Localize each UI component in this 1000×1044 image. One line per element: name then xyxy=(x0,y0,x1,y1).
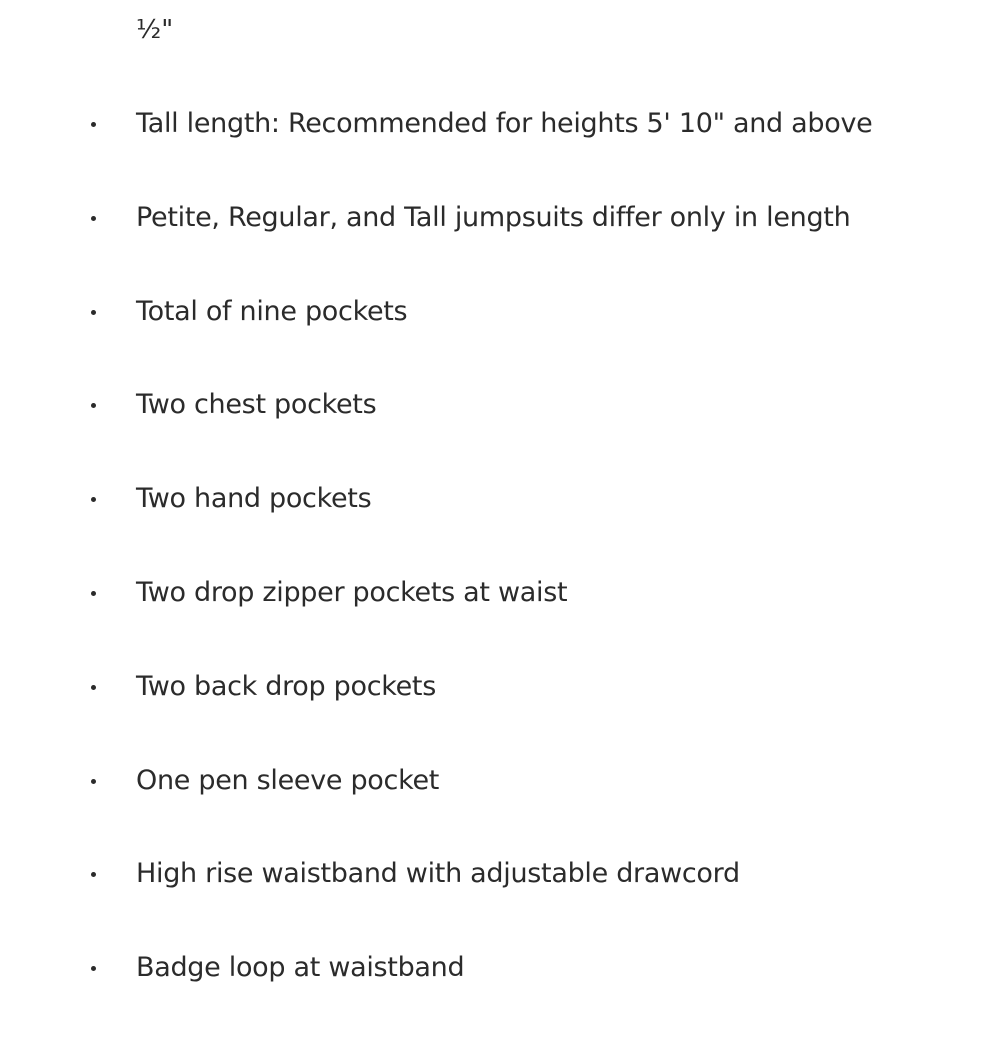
bullet-icon xyxy=(91,122,96,127)
list-item xyxy=(0,294,1000,388)
list-item-text: Two chest pockets xyxy=(136,389,377,421)
list-item-text: Tall length: Recommended for heights 5' 10" and above xyxy=(136,108,873,139)
list-item xyxy=(0,387,1000,481)
list-item-text: High rise waistband with adjustable drawcord xyxy=(136,858,740,890)
list-item-text: Two back drop pockets xyxy=(136,670,436,702)
list-item xyxy=(0,575,1000,669)
bullet-icon xyxy=(91,497,96,502)
list-item xyxy=(0,106,1000,200)
list-item xyxy=(0,950,1000,1044)
list-item-text: Petite, Regular, and Tall jumpsuits differ only in length xyxy=(136,201,851,233)
list-item xyxy=(0,200,1000,294)
bullet-icon xyxy=(91,216,96,221)
list-item-text: Total of nine pockets xyxy=(136,295,408,327)
bullet-icon xyxy=(91,403,96,408)
list-item xyxy=(0,481,1000,575)
list-item xyxy=(0,669,1000,763)
list-item xyxy=(0,763,1000,857)
bullet-icon xyxy=(91,591,96,596)
list-item xyxy=(0,856,1000,950)
list-item-text: One pen sleeve pocket xyxy=(136,764,440,796)
list-item-text: Two hand pockets xyxy=(136,483,372,515)
bullet-icon xyxy=(91,966,96,971)
bullet-icon xyxy=(91,779,96,784)
bullet-icon xyxy=(91,685,96,690)
continuation-text: ½" xyxy=(136,15,174,45)
list-item-text: Two drop zipper pockets at waist xyxy=(136,576,568,608)
bullet-icon xyxy=(91,310,96,315)
bullet-icon xyxy=(91,872,96,877)
feature-list xyxy=(0,106,1000,1044)
list-item-text: Badge loop at waistband xyxy=(136,952,465,984)
